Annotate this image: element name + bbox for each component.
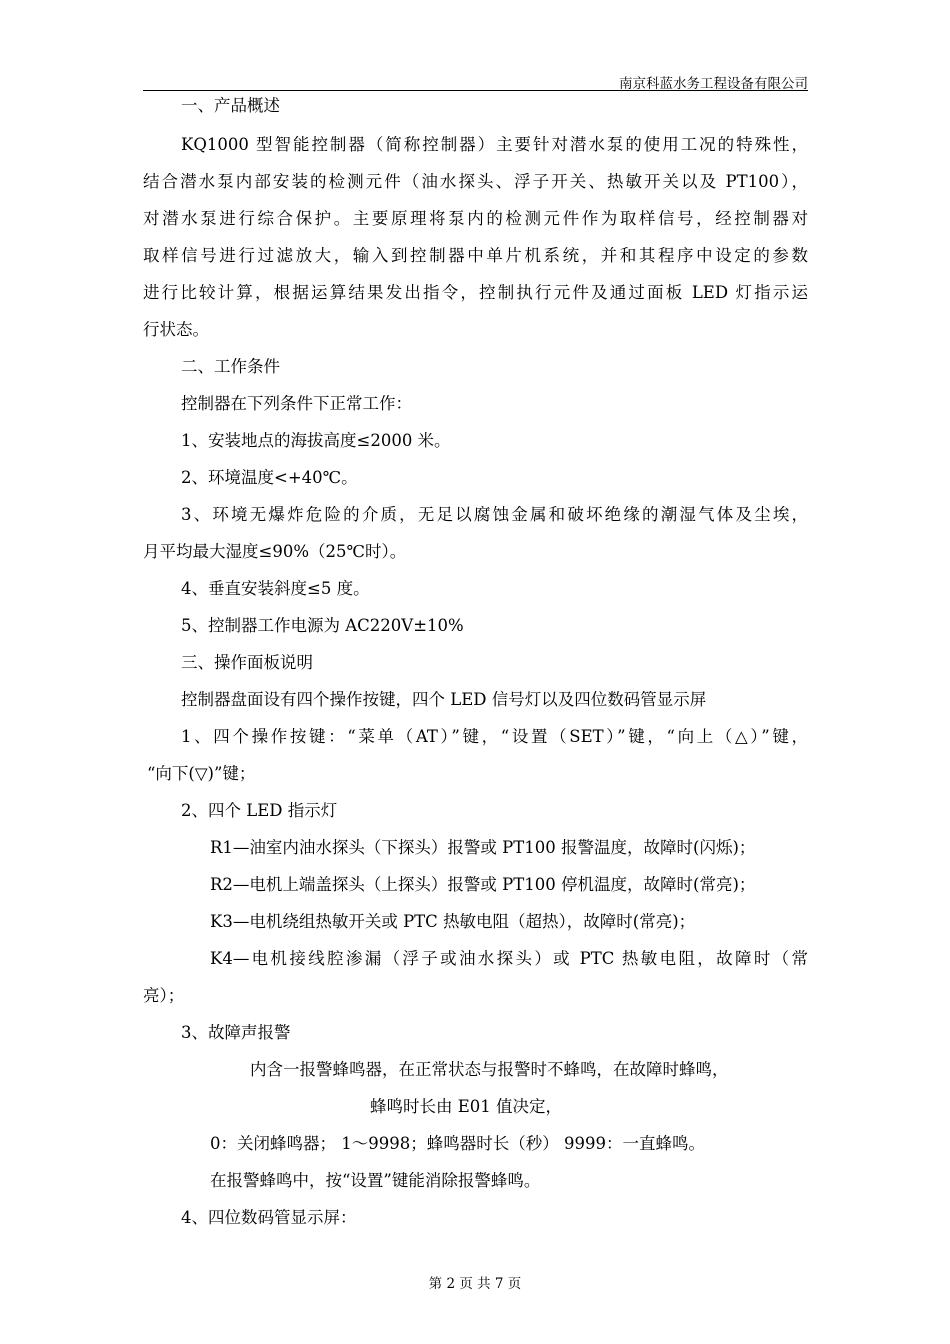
overview-line-6: 行状态。	[143, 320, 209, 339]
led-k4-description-line-2: 亮）；	[143, 986, 185, 1005]
panel-intro: 控制器盘面设有四个操作按键，四个 LED 信号灯以及四位数码管显示屏	[181, 690, 707, 709]
panel-item-3-title: 3、故障声报警	[181, 1023, 291, 1042]
page-number: 第 2 页 共 7 页	[428, 1276, 522, 1292]
condition-item-2: 2、环境温度<+40℃。	[181, 468, 358, 487]
condition-item-5: 5、控制器工作电源为 AC220V±10%	[181, 616, 464, 635]
condition-item-3-line-1: 3、环境无爆炸危险的介质，无足以腐蚀金属和破坏绝缘的潮湿气体及尘埃，	[181, 505, 808, 524]
overview-line-5: 进行比较计算，根据运算结果发出指令，控制执行元件及通过面板 LED 灯指示运	[143, 283, 808, 302]
panel-item-1-line-1: 1、四个操作按键：“菜单（AT）”键，“设置（SET）”键，“向上（△）”键，	[181, 727, 808, 746]
alarm-line-2: 蜂鸣时长由 E01 值决定，	[370, 1097, 563, 1116]
condition-item-1: 1、安装地点的海拔高度≤2000 米。	[181, 431, 451, 450]
condition-item-4: 4、垂直安装斜度≤5 度。	[181, 579, 370, 598]
overview-line-4: 取样信号进行过滤放大，输入到控制器中单片机系统，并和其程序中设定的参数	[143, 246, 808, 265]
led-k4-description-line-1: K4—电机接线腔渗漏（浮子或油水探头）或 PTC 热敏电阻，故障时（常	[210, 949, 808, 968]
header-rule	[143, 90, 808, 91]
header-company-name: 南京科蓝水务工程设备有限公司	[619, 76, 808, 92]
alarm-line-3: 0：关闭蜂鸣器； 1～9998；蜂鸣器时长（秒） 9999：一直蜂鸣。	[210, 1134, 705, 1153]
led-r2-description: R2—电机上端盖探头（上探头）报警或 PT100 停机温度，故障时(常亮)；	[210, 875, 756, 894]
led-k3-description: K3—电机绕组热敏开关或 PTC 热敏电阻（超热），故障时(常亮)；	[210, 912, 696, 931]
overview-line-1: KQ1000 型智能控制器（简称控制器）主要针对潜水泵的使用工况的特殊性，	[181, 135, 808, 154]
panel-item-4-title: 4、四位数码管显示屏：	[181, 1208, 357, 1227]
overview-line-3: 对潜水泵进行综合保护。主要原理将泵内的检测元件作为取样信号，经控制器对	[143, 209, 808, 228]
section-title-overview: 一、产品概述	[181, 96, 280, 115]
led-r1-description: R1—油室内油水探头（下探头）报警或 PT100 报警温度，故障时(闪烁)；	[210, 838, 756, 857]
section-title-conditions: 二、工作条件	[181, 357, 280, 376]
conditions-intro: 控制器在下列条件下正常工作：	[181, 394, 412, 413]
alarm-line-1: 内含一报警蜂鸣器，在正常状态与报警时不蜂鸣，在故障时蜂鸣，	[250, 1060, 729, 1079]
overview-line-2: 结合潜水泵内部安装的检测元件（油水探头、浮子开关、热敏开关以及 PT100），	[143, 172, 808, 191]
panel-item-1-line-2: “向下(▽)”键；	[147, 764, 256, 783]
condition-item-3-line-2: 月平均最大湿度≤90%（25℃时）。	[143, 542, 407, 561]
section-title-panel: 三、操作面板说明	[181, 653, 313, 672]
alarm-line-4: 在报警蜂鸣中，按“设置”键能消除报警蜂鸣。	[210, 1171, 541, 1190]
panel-item-2-title: 2、四个 LED 指示灯	[181, 801, 338, 820]
